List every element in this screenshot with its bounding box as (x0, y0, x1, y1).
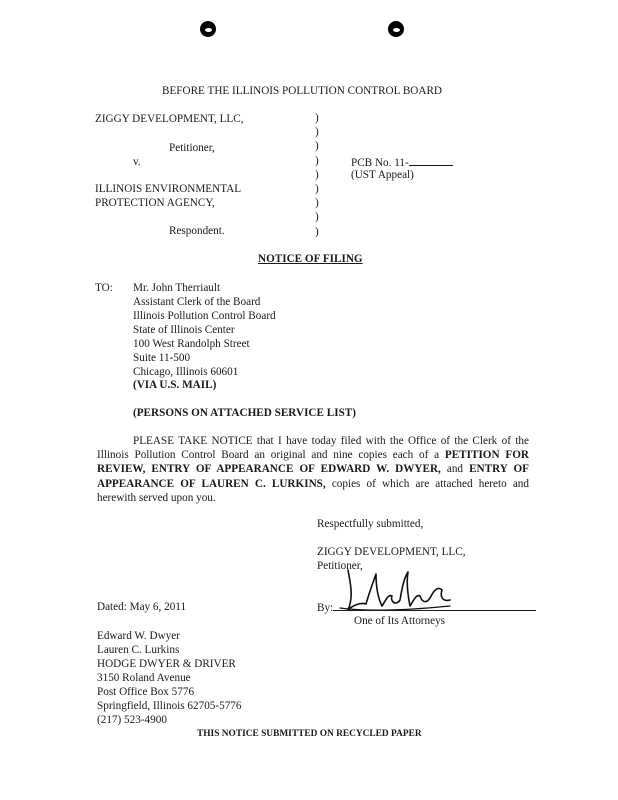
attorney-line-3: HODGE DWYER & DRIVER (97, 658, 236, 670)
to-label: TO: (95, 282, 113, 294)
closing: Respectfully submitted, (317, 518, 424, 530)
signatory-role: Petitioner, (317, 560, 363, 572)
to-line-7: Chicago, Illinois 60601 (133, 366, 239, 378)
caption-respondent-line1: ILLINOIS ENVIRONMENTAL (95, 183, 242, 195)
caption-respondent-role: Respondent. (169, 225, 225, 237)
punch-hole-right (388, 21, 404, 37)
caption-respondent-line2: PROTECTION AGENCY, (95, 197, 215, 209)
attorney-line-6: Springfield, Illinois 62705-5776 (97, 700, 242, 712)
attorney-line-4: 3150 Roland Avenue (97, 672, 191, 684)
case-number: PCB No. 11- (351, 155, 453, 170)
court-title: BEFORE THE ILLINOIS POLLUTION CONTROL BOARD (162, 85, 442, 97)
caption-parentheses: ) ) ) ) ) ) ) ) ) (315, 112, 319, 238)
caption-petitioner-name: ZIGGY DEVELOPMENT, LLC, (95, 113, 244, 125)
to-line-4: State of Illinois Center (133, 324, 235, 336)
attorney-line-2: Lauren C. Lurkins (97, 644, 180, 656)
attorney-line-1: Edward W. Dwyer (97, 630, 180, 642)
service-list: (PERSONS ON ATTACHED SERVICE LIST) (133, 407, 356, 419)
punch-hole-left (200, 21, 216, 37)
by-label: By: (317, 602, 334, 614)
via-mail: (VIA U.S. MAIL) (133, 379, 217, 391)
signatory-firm: ZIGGY DEVELOPMENT, LLC, (317, 546, 466, 558)
notice-title: NOTICE OF FILING (258, 253, 363, 265)
to-line-1: Mr. John Therriault (133, 282, 221, 294)
attorney-line-5: Post Office Box 5776 (97, 686, 195, 698)
handwritten-signature (330, 560, 460, 620)
caption-petitioner-role: Petitioner, (169, 142, 215, 154)
to-line-5: 100 West Randolph Street (133, 338, 250, 350)
dated: Dated: May 6, 2011 (97, 601, 187, 613)
footer-recycled: THIS NOTICE SUBMITTED ON RECYCLED PAPER (197, 729, 422, 739)
to-line-2: Assistant Clerk of the Board (133, 296, 261, 308)
to-line-3: Illinois Pollution Control Board (133, 310, 276, 322)
to-line-6: Suite 11-500 (133, 352, 191, 364)
attorney-line-7: (217) 523-4900 (97, 714, 167, 726)
caption-versus: v. (133, 156, 141, 168)
signature-line (333, 610, 536, 611)
case-type: (UST Appeal) (351, 169, 414, 181)
attorneys-label: One of Its Attorneys (354, 615, 446, 627)
notice-paragraph: PLEASE TAKE NOTICE that I have today filed with the Office of the Clerk of the Illinois Pollution Control Board an original and nine copies each of a PETITION FOR REVIEW, ENTRY OF APPEARANCE OF EDWARD W. DWYER, and ENTRY OF APPEARANCE OF LAUREN C. LURKINS, copies of which are attached hereto and herewith served upon you. (97, 435, 530, 504)
